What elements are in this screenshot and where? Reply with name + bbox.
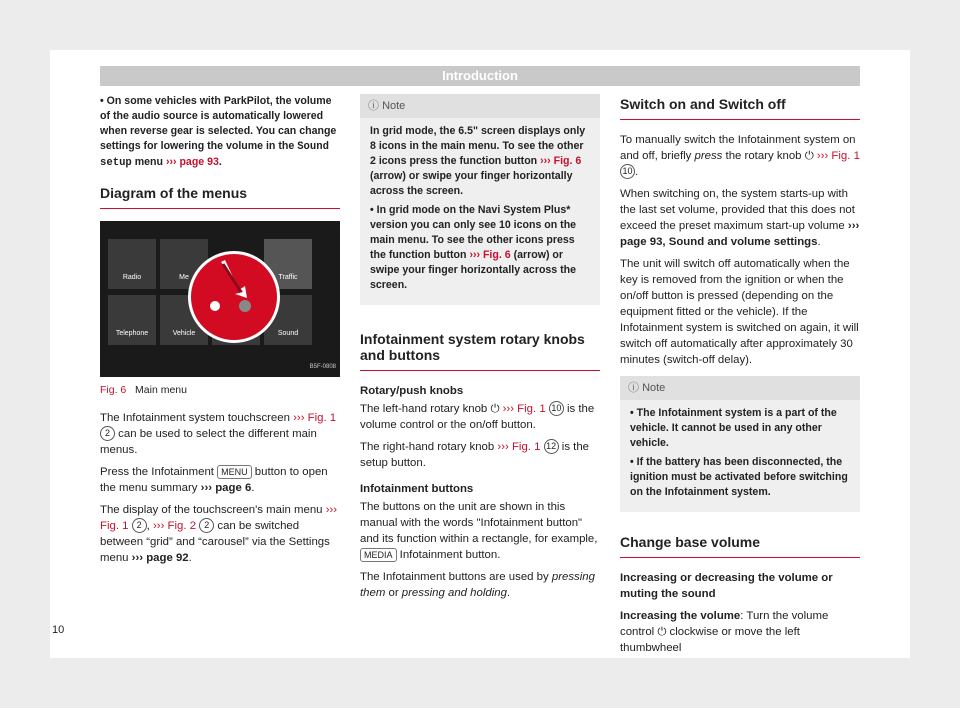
usage-paragraph: The Infotainment buttons are used by pressing them or pressing and holding.: [360, 571, 595, 599]
knobs-heading: Infotainment system rotary knobs and buttons: [360, 331, 600, 371]
tile-radio: Radio: [108, 239, 156, 289]
tile-vehicle: Vehicle: [160, 295, 208, 345]
fig-link[interactable]: ››› Fig. 1: [499, 403, 546, 415]
power-icon: ⏻: [490, 403, 500, 415]
main-menu-figure: [100, 221, 340, 377]
media-key: MEDIA: [360, 548, 397, 562]
tile-sound: Sound: [264, 295, 312, 345]
page-link[interactable]: ››› page 92: [131, 552, 189, 564]
callout-number: 2: [100, 426, 115, 441]
left-knob-paragraph: The left-hand rotary knob ⏻ ››› Fig. 1 10 is the volume control or the on/off button.: [360, 403, 595, 431]
page-link[interactable]: ››› page 93, Sound and volume settings: [620, 220, 860, 248]
fig-link[interactable]: ››› Fig. 1: [497, 441, 541, 453]
startup-paragraph: When switching on, the system starts-up with the last set volume, provided that this does not exceed the preset maximum start-up volume ››› page 93, Sound and volume settings.: [620, 188, 860, 248]
info-icon: ⓘ: [368, 100, 379, 112]
section-header: Introduction: [100, 66, 860, 86]
fig-link[interactable]: ››› Fig. 1: [816, 150, 860, 162]
tile-traffic: Traffic: [264, 239, 312, 289]
callout-number: 10: [620, 164, 635, 179]
note-header: ⓘ Note: [620, 376, 860, 400]
buttons-paragraph: The buttons on the unit are shown in this manual with the words "Infotainment button" and its function within a rectangle, for example, MEDIA Infotainment button.: [360, 501, 598, 561]
figure-caption: Fig. 6 Main menu: [100, 384, 187, 396]
subheading-knobs: Rotary/push knobs: [360, 385, 464, 397]
fig-link[interactable]: ››› Fig. 6: [540, 155, 582, 167]
fig-link[interactable]: ››› Fig. 1: [100, 504, 338, 532]
info-icon: ⓘ: [628, 382, 639, 394]
column-1: [100, 94, 340, 572]
switch-heading: Switch on and Switch off: [620, 96, 860, 120]
parkpilot-bullet: • On some vehicles with ParkPilot, the volume of the audio source is automatically lowered when reverse gear is selected. You can change settings for lowering the volume in the Sound setup menu ››› page 93.: [100, 95, 337, 169]
magnifier-callout: [188, 251, 280, 343]
menu-key: MENU: [217, 465, 252, 479]
figure-code: B5F-0808: [309, 364, 336, 370]
auto-off-paragraph: The unit will switch off automatically when the key is removed from the ignition or when the on/off button is pressed (depending on the equipment fitted or the vehicle). If the Infotainment system is switched on again, it will switch off automatically after approximately 30 minutes (switch-off delay).: [620, 258, 859, 366]
power-icon: ⏻: [657, 626, 667, 638]
subheading-buttons: Infotainment buttons: [360, 483, 474, 495]
fig-link[interactable]: ››› Fig. 6: [469, 249, 511, 261]
callout-number: 10: [549, 401, 564, 416]
note-text: • The Infotainment system is a part of the vehicle. It cannot be used in any other vehicle.: [630, 407, 837, 449]
fig-link[interactable]: ››› Fig. 1: [293, 412, 337, 424]
note-box: [360, 94, 600, 305]
page-link[interactable]: ››› page 93: [165, 156, 219, 168]
note-box: [620, 376, 860, 512]
arrow-icon: [191, 254, 277, 340]
touchscreen-paragraph: The Infotainment system touchscreen ››› Fig. 1 2 can be used to select the different main menus.: [100, 412, 337, 456]
callout-number: 2: [132, 518, 147, 533]
volume-heading: Change base volume: [620, 534, 860, 558]
menu-button-paragraph: Press the Infotainment MENU button to open the menu summary ››› page 6.: [100, 466, 328, 494]
callout-number: 2: [199, 518, 214, 533]
fig-link[interactable]: ››› Fig. 2: [153, 520, 197, 532]
display-paragraph: The display of the touchscreen's main menu ››› Fig. 1 2 , ››› Fig. 2 2 can be switched between “grid” and “carousel” via the Settings menu ››› page 92.: [100, 504, 338, 564]
manual-page: [50, 50, 910, 658]
column-3: [620, 94, 860, 662]
right-knob-paragraph: The right-hand rotary knob ››› Fig. 1 12 is the setup button.: [360, 441, 590, 469]
menus-heading: Diagram of the menus: [100, 185, 340, 209]
tile-telephone: Telephone: [108, 295, 156, 345]
note-text: In grid mode, the 6.5" screen displays only 8 icons in the main menu. To see the other 2 icons press the function button ››› Fig. 6 (arrow) or swipe your finger horizontally across the screen.: [370, 125, 586, 197]
note-header: ⓘ Note: [360, 94, 600, 118]
page-link[interactable]: ››› page 6: [200, 482, 252, 494]
subheading-volume: Increasing or decreasing the volume or muting the sound: [620, 572, 833, 600]
callout-number: 12: [544, 439, 559, 454]
page-number: 10: [52, 624, 65, 636]
volume-paragraph: Increasing the volume: Turn the volume control ⏻ clockwise or move the left thumbwheel: [620, 610, 829, 654]
column-2: [360, 94, 600, 607]
switch-paragraph: To manually switch the Infotainment system on and off, briefly press the rotary knob ⏻ ››› Fig. 1 10 .: [620, 134, 860, 178]
tile-media: Me: [160, 239, 208, 289]
power-icon: ⏻: [804, 150, 814, 162]
note-text: • If the battery has been disconnected, the ignition must be activated before switching on the Infotainment system.: [630, 456, 848, 498]
note-text: • In grid mode on the Navi System Plus* version you can only see 10 icons on the main menu. To see the other icons press the function button ››› Fig. 6 (arrow) or swipe your finger horizontally across the screen.: [370, 204, 577, 291]
